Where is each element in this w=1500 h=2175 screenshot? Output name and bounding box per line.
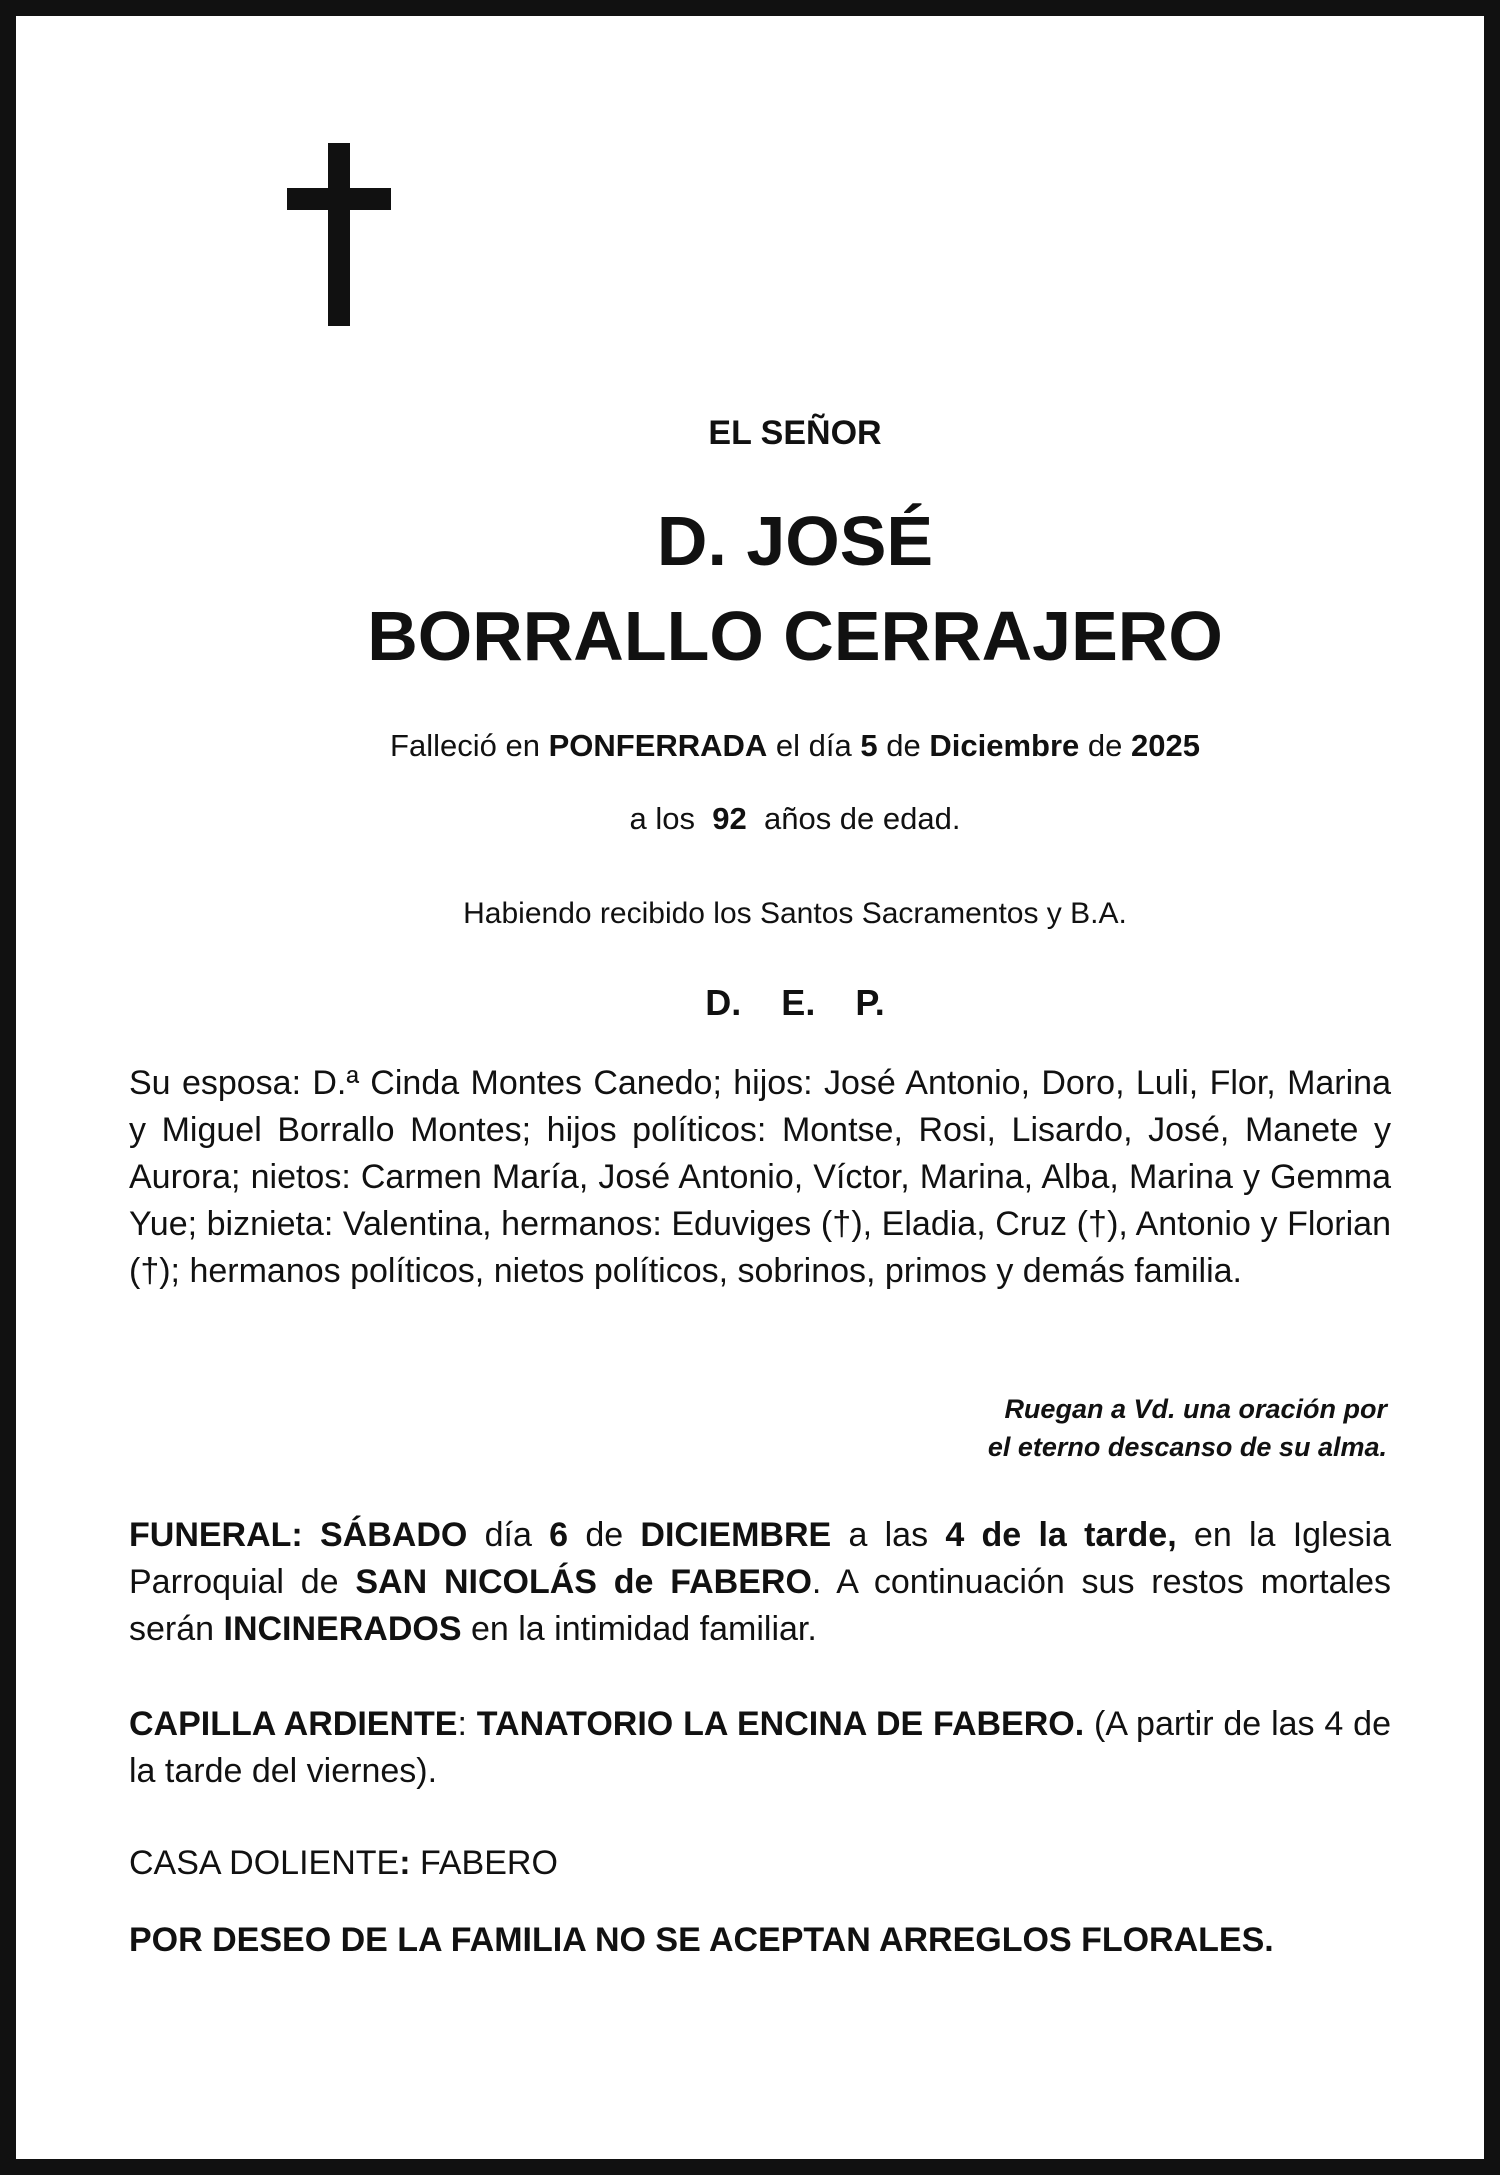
prayer-line-2: el eterno descanso de su alma.: [987, 1432, 1387, 1462]
deceased-name-line1: D. JOSÉ: [656, 502, 934, 580]
deceased-name-line2: BORRALLO CERRAJERO: [367, 597, 1223, 675]
age-info: a los 92 años de edad.: [629, 801, 961, 836]
sacraments-text: Habiendo recibido los Santos Sacramentos y B.A.: [463, 897, 1127, 930]
rip-text: D. E. P.: [705, 982, 885, 1023]
death-info: Falleció en PONFERRADA el día 5 de Diciembre de 2025: [390, 728, 1200, 763]
title-prefix: EL SEÑOR: [708, 414, 882, 452]
prayer-line-1: Ruegan a Vd. una oración por: [1004, 1394, 1387, 1424]
flowers-notice: POR DESEO DE LA FAMILIA NO SE ACEPTAN ARREGLOS FLORALES.: [129, 1921, 1274, 1959]
cross-icon: [287, 143, 391, 326]
prayer-request: [700, 1390, 1387, 1466]
funeral-paragraph: FUNERAL: SÁBADO día 6 de DICIEMBRE a las 4 de la tarde, en la Iglesia Parroquial de SAN NICOLÁS de FABERO. A continuación sus restos mortales serán INCINERADOS en la intimidad familiar.: [129, 1516, 1392, 1648]
chapel-paragraph: CAPILLA ARDIENTE: TANATORIO LA ENCINA DE FABERO. (A partir de las 4 de la tarde del viernes).: [129, 1705, 1391, 1790]
house-of-mourning: CASA DOLIENTE: FABERO: [129, 1844, 558, 1882]
family-paragraph: Su esposa: D.ª Cinda Montes Canedo; hijos: José Antonio, Doro, Luli, Flor, Marina y Miguel Borrallo Montes; hijos políticos: Montse, Rosi, Lisardo, José, Manete y Aurora; nietos: Carmen María, José Antonio, Víctor, Marina, Alba, Marina y Gemma Yue; biznieta: Valentina, hermanos: Eduviges (†), Eladia, Cruz (†), Antonio y Florian (†); hermanos políticos, nietos políticos, sobrinos, primos y demás familia.: [129, 1064, 1391, 1290]
